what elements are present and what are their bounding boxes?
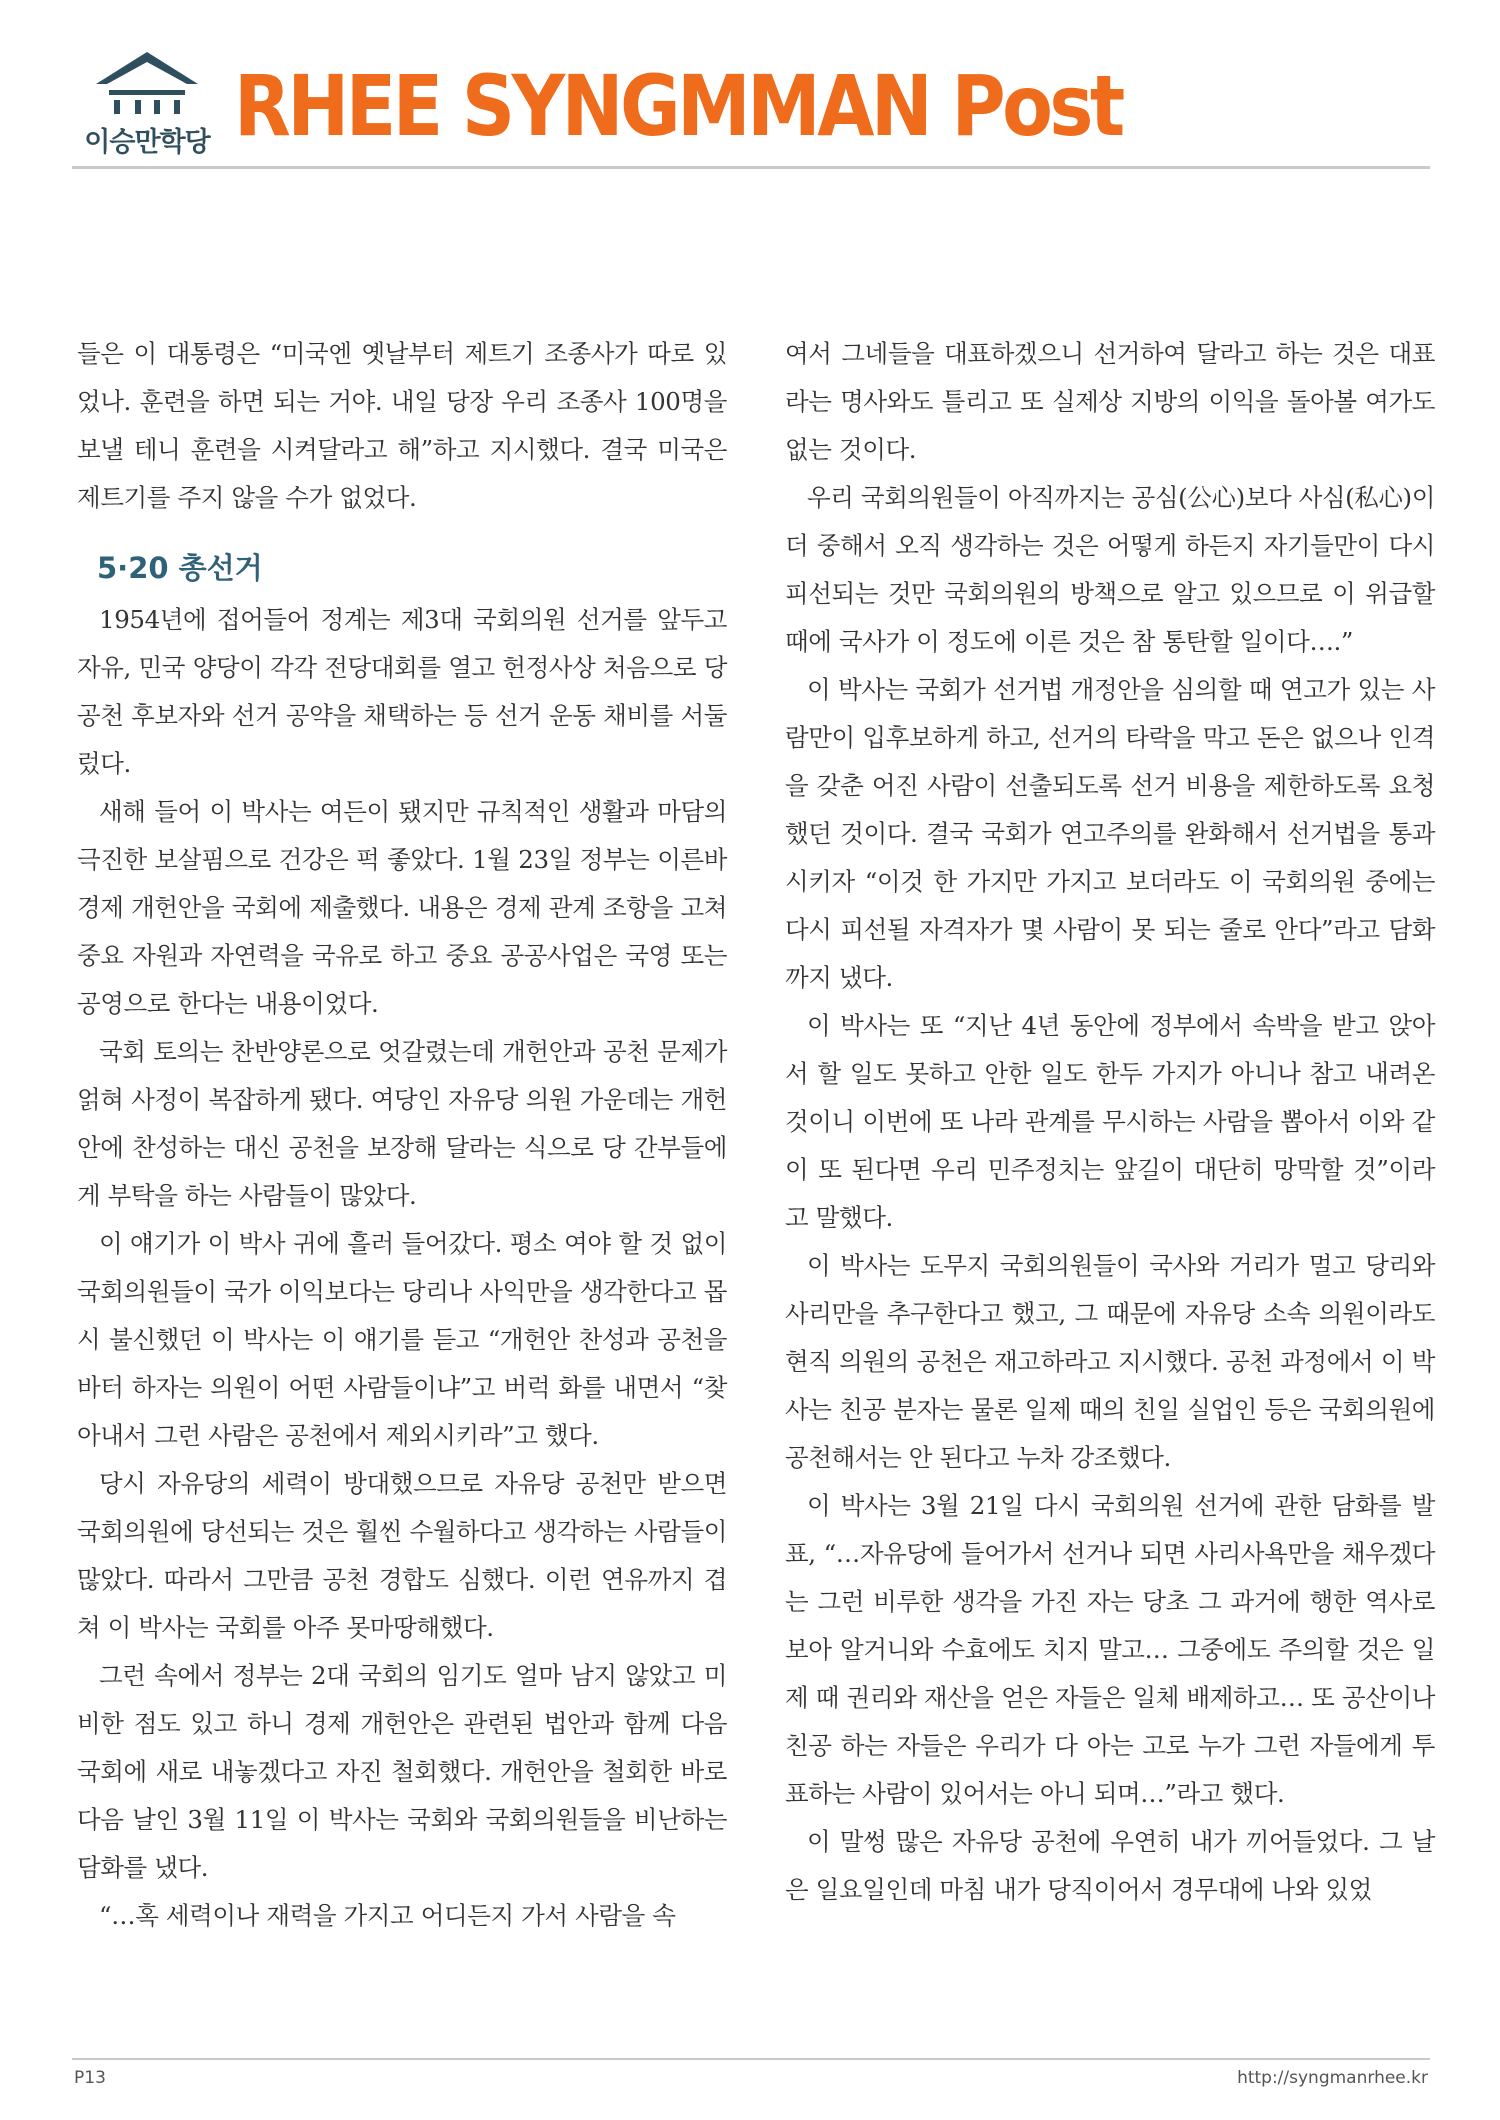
- paragraph: 새해 들어 이 박사는 여든이 됐지만 규칙적인 생활과 마담의 극진한 보살핌으로 건강은 퍽 좋았다. 1월 23일 정부는 이른바 경제 개헌안을 국회에 제출했다. 내용은 경제 관계 조항을 고쳐 중요 자원과 자연력을 국유로 하고 중요 공공사업은 국영 또는 공영으로 한다는 내용이었다.: [77, 797, 727, 1018]
- paragraph: 여서 그네들을 대표하겠으니 선거하여 달라고 하는 것은 대표라는 명사와도 틀리고 또 실제상 지방의 이익을 돌아볼 여가도 없는 것이다.: [785, 339, 1435, 464]
- schoolhouse-icon: [90, 50, 204, 120]
- paragraph: 그런 속에서 정부는 2대 국회의 임기도 얼마 남지 않았고 미비한 점도 있고 하니 경제 개헌안은 관련된 법안과 함께 다음 국회에 새로 내놓겠다고 자진 철회했다. 개헌안을 철회한 바로 다음 날인 3월 11일 이 박사는 국회와 국회의원들을 비난하는 담화를 냈다.: [77, 1661, 727, 1882]
- page-number: P13: [74, 2068, 106, 2088]
- left-column: [77, 330, 727, 1940]
- right-column: [785, 330, 1435, 1914]
- paragraph: 이 얘기가 이 박사 귀에 흘러 들어갔다. 평소 여야 할 것 없이 국회의원들이 국가 이익보다는 당리나 사익만을 생각한다고 몹시 불신했던 이 박사는 이 얘기를 듣고 “개헌안 찬성과 공천을 바터 하자는 의원이 어떤 사람들이냐”고 버럭 화를 내면서 “찾아내서 그런 사람은 공천에서 제외시키라”고 했다.: [77, 1229, 727, 1450]
- paragraph: 1954년에 접어들어 정계는 제3대 국회의원 선거를 앞두고 자유, 민국 양당이 각각 전당대회를 열고 헌정사상 처음으로 당 공천 후보자와 선거 공약을 채택하는 등 선거 운동 채비를 서둘렀다.: [77, 605, 727, 778]
- paragraph: 이 박사는 또 “지난 4년 동안에 정부에서 속박을 받고 앉아서 할 일도 못하고 안한 일도 한두 가지가 아니나 참고 내려온 것이니 이번에 또 나라 관계를 무시하는 사람을 뽑아서 이와 같이 또 된다면 우리 민주정치는 앞길이 대단히 망막할 것”이라고 말했다.: [785, 1011, 1435, 1232]
- website-link[interactable]: http://syngmanrhee.kr: [1237, 2068, 1428, 2088]
- paragraph: 당시 자유당의 세력이 방대했으므로 자유당 공천만 받으면 국회의원에 당선되는 것은 훨씬 수월하다고 생각하는 사람들이 많았다. 따라서 그만큼 공천 경합도 심했다. 이런 연유까지 겹쳐 이 박사는 국회를 아주 못마땅해했다.: [77, 1469, 727, 1642]
- logo: [72, 48, 222, 158]
- logo-text: 이승만학당: [84, 127, 210, 158]
- section-heading: 5·20 총선거: [97, 551, 263, 585]
- paragraph: 이 말썽 많은 자유당 공천에 우연히 내가 끼어들었다. 그 날은 일요일인데 마침 내가 당직이어서 경무대에 나와 있었: [785, 1827, 1435, 1904]
- masthead-title: RHEE SYNGMMAN Post: [234, 57, 1122, 155]
- paragraph: 국회 토의는 찬반양론으로 엇갈렸는데 개헌안과 공천 문제가 얽혀 사정이 복잡하게 됐다. 여당인 자유당 의원 가운데는 개헌안에 찬성하는 대신 공천을 보장해 달라는 식으로 당 간부들에게 부탁을 하는 사람들이 많았다.: [77, 1037, 727, 1210]
- paragraph: 이 박사는 국회가 선거법 개정안을 심의할 때 연고가 있는 사람만이 입후보하게 하고, 선거의 타락을 막고 돈은 없으나 인격을 갖춘 어진 사람이 선출되도록 선거 비용을 제한하도록 요청했던 것이다. 결국 국회가 연고주의를 완화해서 선거법을 통과시키자 “이것 한 가지만 가지고 보더라도 이 국회의원 중에는 다시 피선될 자격자가 몇 사람이 못 되는 줄로 안다”라고 담화까지 냈다.: [785, 675, 1435, 992]
- paragraph: “…혹 세력이나 재력을 가지고 어디든지 가서 사람을 속: [99, 1901, 676, 1930]
- paragraph: 들은 이 대통령은 “미국엔 옛날부터 제트기 조종사가 따로 있었나. 훈련을 하면 되는 거야. 내일 당장 우리 조종사 100명을 보낼 테니 훈련을 시켜달라고 해”하고 지시했다. 결국 미국은 제트기를 주지 않을 수가 없었다.: [77, 339, 727, 512]
- paragraph: 우리 국회의원들이 아직까지는 공심(公心)보다 사심(私心)이 더 중해서 오직 생각하는 것은 어떻게 하든지 자기들만이 다시 피선되는 것만 국회의원의 방책으로 알고 있으므로 이 위급할 때에 국사가 이 정도에 이른 것은 참 통탄할 일이다….”: [785, 483, 1435, 656]
- footer-divider: [72, 2058, 1430, 2060]
- paragraph: 이 박사는 도무지 국회의원들이 국사와 거리가 멀고 당리와 사리만을 추구한다고 했고, 그 때문에 자유당 소속 의원이라도 현직 의원의 공천은 재고하라고 지시했다. 공천 과정에서 이 박사는 친공 분자는 물론 일제 때의 친일 실업인 등은 국회의원에 공천해서는 안 된다고 누차 강조했다.: [785, 1251, 1435, 1472]
- page-header: [72, 48, 1432, 168]
- header-divider: [72, 166, 1430, 169]
- paragraph: 이 박사는 3월 21일 다시 국회의원 선거에 관한 담화를 발표, “…자유당에 들어가서 선거나 되면 사리사욕만을 채우겠다는 그런 비루한 생각을 가진 자는 당초 그 과거에 행한 역사로 보아 알거니와 수효에도 치지 말고… 그중에도 주의할 것은 일제 때 권리와 재산을 얻은 자들은 일체 배제하고… 또 공산이나 친공 하는 자들은 우리가 다 아는 고로 누가 그런 자들에게 투표하는 사람이 있어서는 아니 되며…”라고 했다.: [785, 1491, 1435, 1808]
